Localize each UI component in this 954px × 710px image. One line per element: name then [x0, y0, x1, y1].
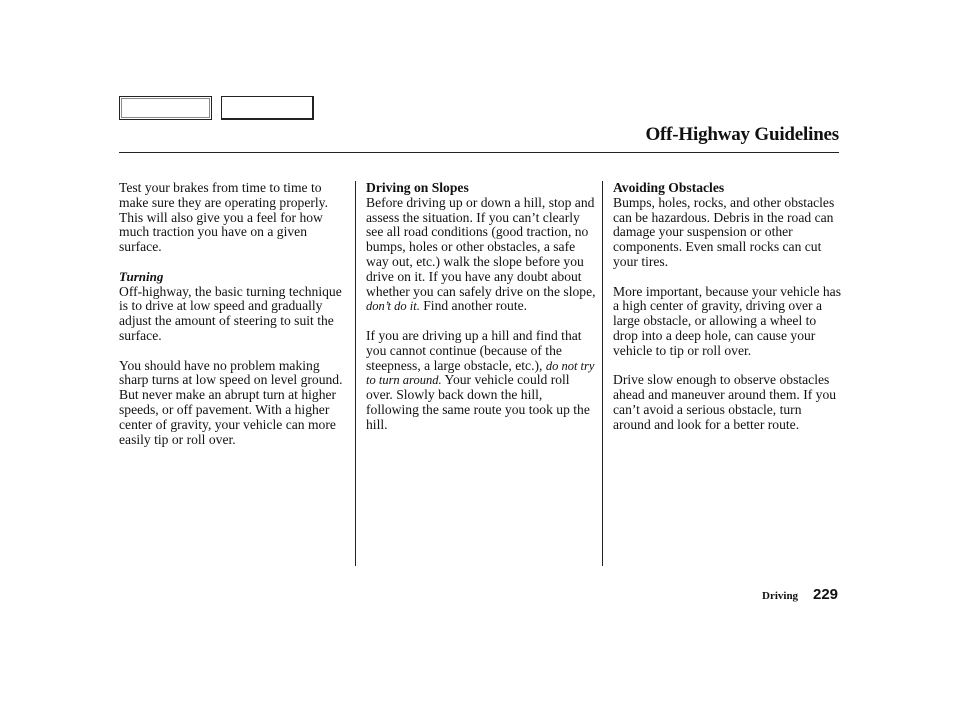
slopes-text-tail: Find another route.	[419, 298, 528, 314]
paragraph-center-of-gravity: More important, because your vehicle has a high center of gravity, driving over a large obstacle, or allowing a wheel to drop into a deep hole, can cause your vehicle to tip or roll over.	[613, 283, 841, 358]
paragraph-turning	[119, 270, 347, 344]
column-right	[613, 181, 841, 447]
column-divider	[355, 181, 356, 566]
slopes-text: Before driving up or down a hill, stop and assess the situation. If you can’t clearly see all road conditions (good traction, no bumps, holes or other obstacles, a safe way out, etc.) walk the slope before you drive on it. If you have any doubt about whether you can safely drive on the slope,	[366, 194, 596, 299]
paragraph-obstacles	[613, 181, 841, 270]
nav-button-previous[interactable]	[119, 96, 212, 120]
hill-text-tail: Your vehicle could roll over. Slowly back down the hill, following the same route you took up the hill.	[366, 372, 590, 432]
obstacles-heading: Avoiding Obstacles	[613, 180, 725, 195]
hill-warning: do not try to turn around.	[366, 358, 595, 388]
turning-heading: Turning	[119, 268, 164, 284]
column-middle	[366, 181, 598, 447]
paragraph-sharp-turns: You should have no problem making sharp turns at low speed on level ground. But never make an abrupt turn at higher speeds, or off pavement. With a higher center of gravity, your vehicle can more easily tip or roll over.	[119, 357, 343, 447]
slopes-heading: Driving on Slopes	[366, 180, 469, 195]
paragraph-slopes	[366, 181, 598, 314]
obstacles-text: Bumps, holes, rocks, and other obstacles can be hazardous. Debris in the road can damage your suspension or other components. Even small rocks can cut your tires.	[613, 194, 835, 269]
paragraph-brakes: Test your brakes from time to time to make sure they are operating properly. This will also give you a feel for how much traction you have on a given surface.	[119, 180, 328, 255]
footer-section-label: Driving	[762, 590, 799, 602]
column-left	[119, 181, 347, 462]
paragraph-drive-slow: Drive slow enough to observe obstacles ahead and maneuver around them. If you can’t avoid a serious obstacle, turn around and look for a better route.	[613, 372, 837, 432]
column-divider	[602, 181, 603, 566]
title-rule	[119, 152, 839, 153]
slopes-warning: don’t do it.	[366, 299, 420, 314]
page-title: Off-Highway Guidelines	[645, 124, 839, 145]
hill-text: If you are driving up a hill and find that you cannot continue (because of the steepness, a large obstacle, etc.),	[366, 327, 582, 373]
turning-text: Off-highway, the basic turning technique is to drive at low speed and gradually adjust the amount of steering to suit the surface.	[119, 283, 342, 343]
nav-button-next[interactable]	[221, 96, 314, 120]
paragraph-hill	[366, 329, 598, 433]
page-number: 229	[813, 586, 839, 603]
